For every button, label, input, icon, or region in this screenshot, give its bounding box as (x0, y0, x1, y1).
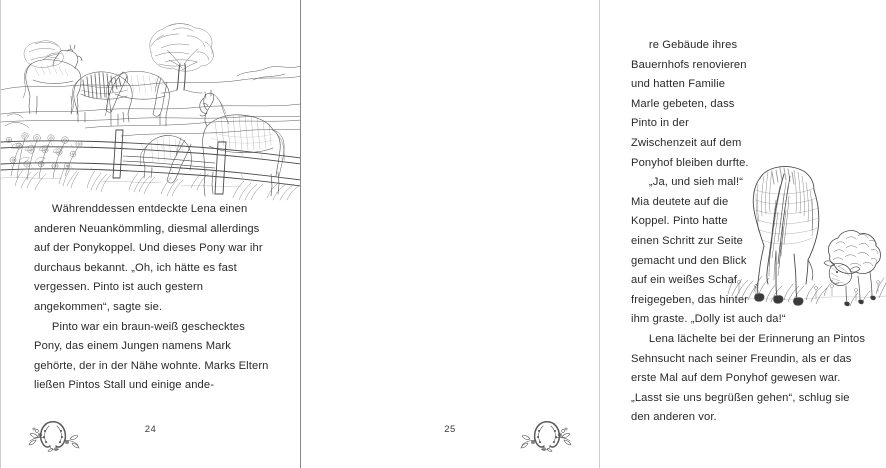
page-number: 24 (144, 424, 157, 435)
illustration-text-wrap-spacer (753, 164, 871, 306)
left-page-body-text (34, 200, 272, 396)
left-page (1, 0, 300, 468)
ponies-in-pasture-illustration (1, 18, 301, 200)
right-page (300, 0, 866, 468)
right-page-footer (301, 410, 599, 468)
left-page-footer (1, 410, 300, 468)
page-number: 25 (444, 424, 456, 435)
paragraph: re Gebäude ihres Bauernhofs renovieren und hatten Familie Marle gebeten, dass Pinto in der Zwischenzeit auf dem Ponyhof bleiben durfte. (631, 39, 749, 169)
right-page-body-text (631, 36, 871, 428)
horseshoe-ornament-icon (518, 418, 574, 452)
paragraph: Lena lächelte bei der Erinnerung an Pintos Sehnsucht nach seiner Freundin, als er das erste Mal auf dem Ponyhof gewesen war. „Lasst sie uns begrüßen gehen“, schlug sie den anderen vor. (631, 332, 866, 424)
paragraph: Pinto war ein braun-weiß geschecktes Pony, das einem Jungen namens Mark gehörte, der in der Nähe wohnte. Marks Eltern ließen Pintos Stall und einige ande- (34, 320, 269, 392)
paragraph: Währenddessen entdeckte Lena einen anderen Neuankömmling, diesmal allerdings auf der Ponykoppel. Und dieses Pony war ihr durchaus bekannt. „Oh, ich hätte es fast vergessen. Pinto ist auch gestern angekommen“, sagte sie. (34, 203, 263, 313)
paragraph: „Ja, und sieh mal!“ Mia deutete auf die Koppel. Pinto hatte einen Schritt zur Seite gemacht und den Blick auf ein weißes Schaf freigegeben, das hinter ihm graste. „Dolly ist auch da!“ (631, 176, 786, 326)
